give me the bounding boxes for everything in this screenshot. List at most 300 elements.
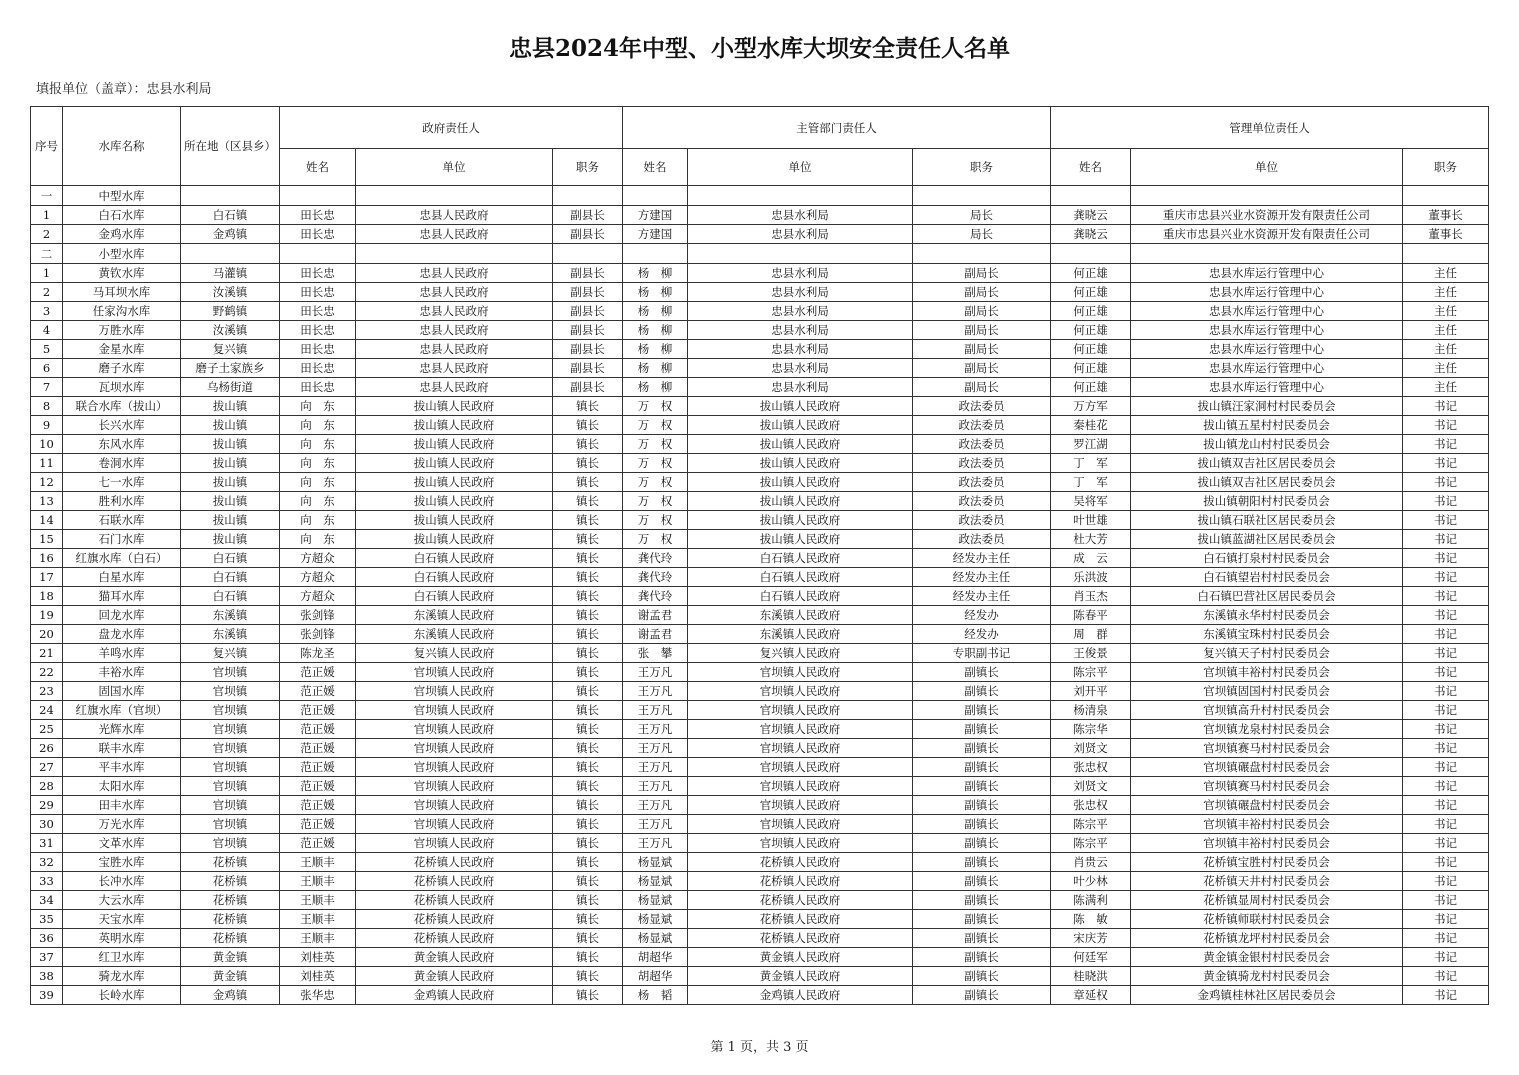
table-cell: 书记	[1403, 492, 1489, 511]
table-cell: 官坝镇人民政府	[356, 758, 553, 777]
table-cell: 忠县水利局	[688, 378, 913, 397]
table-cell: 张剑锋	[280, 625, 356, 644]
table-cell: 红卫水库	[63, 948, 181, 967]
table-cell: 官坝镇赛马村村民委员会	[1131, 777, 1403, 796]
table-cell: 王万凡	[623, 815, 688, 834]
section-label: 小型水库	[63, 244, 181, 264]
header-mgmt-post: 职务	[1403, 149, 1489, 186]
header-mgmt-name: 姓名	[1051, 149, 1131, 186]
table-row	[31, 986, 1489, 1005]
table-cell: 官坝镇人民政府	[356, 682, 553, 701]
table-cell: 官坝镇龙泉村村民委员会	[1131, 720, 1403, 739]
table-cell: 19	[31, 606, 63, 625]
table-cell: 长冲水库	[63, 872, 181, 891]
table-cell: 书记	[1403, 454, 1489, 473]
table-cell: 镇长	[553, 663, 623, 682]
table-cell: 镇长	[553, 606, 623, 625]
table-cell: 34	[31, 891, 63, 910]
table-row	[31, 834, 1489, 853]
table-cell: 向 东	[280, 530, 356, 549]
table-cell: 白石镇人民政府	[356, 587, 553, 606]
table-cell: 副镇长	[913, 853, 1051, 872]
table-cell: 胡超华	[623, 948, 688, 967]
header-mgmt-responsible: 管理单位责任人	[1051, 107, 1489, 149]
table-cell: 万 权	[623, 454, 688, 473]
table-cell: 书记	[1403, 948, 1489, 967]
table-cell: 花桥镇天井村村民委员会	[1131, 872, 1403, 891]
table-cell: 谢孟君	[623, 606, 688, 625]
table-cell: 忠县水利局	[688, 359, 913, 378]
table-cell: 14	[31, 511, 63, 530]
table-cell: 26	[31, 739, 63, 758]
table-cell	[623, 186, 688, 206]
table-cell: 叶世雄	[1051, 511, 1131, 530]
table-cell: 范正媛	[280, 682, 356, 701]
table-cell: 金鸡镇桂林社区居民委员会	[1131, 986, 1403, 1005]
table-cell: 副县长	[553, 302, 623, 321]
table-cell: 18	[31, 587, 63, 606]
table-cell: 叶少林	[1051, 872, 1131, 891]
table-cell: 猫耳水库	[63, 587, 181, 606]
table-cell: 官坝镇碾盘村村民委员会	[1131, 758, 1403, 777]
table-cell: 花桥镇	[181, 853, 280, 872]
table-cell	[1131, 186, 1403, 206]
table-cell: 成 云	[1051, 549, 1131, 568]
table-cell: 副镇长	[913, 872, 1051, 891]
table-cell: 副镇长	[913, 815, 1051, 834]
table-cell: 2	[31, 283, 63, 302]
table-cell: 副镇长	[913, 834, 1051, 853]
table-cell: 38	[31, 967, 63, 986]
table-cell: 23	[31, 682, 63, 701]
table-cell: 宋庆芳	[1051, 929, 1131, 948]
table-cell: 田丰水库	[63, 796, 181, 815]
table-cell: 10	[31, 435, 63, 454]
table-cell: 杨显斌	[623, 853, 688, 872]
table-cell: 花桥镇人民政府	[688, 872, 913, 891]
table-cell: 副镇长	[913, 796, 1051, 815]
table-cell: 镇长	[553, 986, 623, 1005]
table-cell: 杨 柳	[623, 264, 688, 283]
table-cell: 向 东	[280, 492, 356, 511]
table-cell: 丁 军	[1051, 473, 1131, 492]
table-row	[31, 435, 1489, 454]
table-cell: 官坝镇人民政府	[356, 815, 553, 834]
filler-unit: 填报单位（盖章）：忠县水利局	[36, 82, 212, 97]
table-cell: 11	[31, 454, 63, 473]
table-cell: 忠县水库运行管理中心	[1131, 264, 1403, 283]
table-row	[31, 644, 1489, 663]
table-cell: 12	[31, 473, 63, 492]
table-cell: 万胜水库	[63, 321, 181, 340]
table-cell: 花桥镇师联村村民委员会	[1131, 910, 1403, 929]
table-cell: 官坝镇	[181, 796, 280, 815]
table-cell: 1	[31, 264, 63, 283]
table-cell: 主任	[1403, 340, 1489, 359]
table-cell: 向 东	[280, 511, 356, 530]
table-cell: 官坝镇人民政府	[688, 663, 913, 682]
header-dept-unit: 单位	[688, 149, 913, 186]
table-cell: 书记	[1403, 910, 1489, 929]
table-cell: 书记	[1403, 891, 1489, 910]
table-cell: 黄金镇骑龙村村民委员会	[1131, 967, 1403, 986]
table-cell: 镇长	[553, 549, 623, 568]
table-cell: 杜大芳	[1051, 530, 1131, 549]
table-cell: 章延权	[1051, 986, 1131, 1005]
table-cell: 何正雄	[1051, 340, 1131, 359]
table-cell: 田长忠	[280, 302, 356, 321]
table-cell: 忠县人民政府	[356, 264, 553, 283]
table-cell: 龚晓云	[1051, 206, 1131, 225]
table-cell	[356, 244, 553, 264]
table-cell: 磨子土家族乡	[181, 359, 280, 378]
table-row	[31, 701, 1489, 720]
table-cell: 经发办	[913, 606, 1051, 625]
table-cell: 副县长	[553, 283, 623, 302]
table-cell: 镇长	[553, 568, 623, 587]
table-cell: 向 东	[280, 473, 356, 492]
table-cell: 张 攀	[623, 644, 688, 663]
table-cell: 官坝镇	[181, 758, 280, 777]
table-cell: 镇长	[553, 473, 623, 492]
table-cell: 任家沟水库	[63, 302, 181, 321]
table-cell: 官坝镇固国村村民委员会	[1131, 682, 1403, 701]
table-cell: 5	[31, 340, 63, 359]
table-cell: 忠县水利局	[688, 302, 913, 321]
table-cell: 16	[31, 549, 63, 568]
table-cell: 刘桂英	[280, 948, 356, 967]
table-cell: 张剑锋	[280, 606, 356, 625]
table-cell: 忠县人民政府	[356, 359, 553, 378]
table-cell: 书记	[1403, 777, 1489, 796]
table-cell: 副镇长	[913, 777, 1051, 796]
table-cell: 30	[31, 815, 63, 834]
section-label: 中型水库	[63, 186, 181, 206]
table-cell: 镇长	[553, 853, 623, 872]
table-cell: 光辉水库	[63, 720, 181, 739]
table-cell: 书记	[1403, 397, 1489, 416]
table-cell: 拔山镇人民政府	[688, 511, 913, 530]
table-cell: 花桥镇人民政府	[688, 853, 913, 872]
table-cell: 金鸡镇人民政府	[688, 986, 913, 1005]
table-cell: 王顺丰	[280, 853, 356, 872]
table-row	[31, 530, 1489, 549]
table-cell: 花桥镇人民政府	[356, 929, 553, 948]
table-cell	[181, 186, 280, 206]
table-cell: 政法委员	[913, 492, 1051, 511]
table-cell: 拔山镇	[181, 435, 280, 454]
table-cell: 何廷军	[1051, 948, 1131, 967]
table-cell: 王万凡	[623, 701, 688, 720]
table-cell: 副镇长	[913, 891, 1051, 910]
table-cell: 忠县水利局	[688, 225, 913, 244]
table-cell: 乌杨街道	[181, 378, 280, 397]
table-cell: 向 东	[280, 454, 356, 473]
table-cell: 书记	[1403, 416, 1489, 435]
table-cell: 镇长	[553, 910, 623, 929]
table-cell: 拔山镇双吉社区居民委员会	[1131, 473, 1403, 492]
table-cell: 陈宗平	[1051, 815, 1131, 834]
table-row	[31, 606, 1489, 625]
table-cell: 张忠权	[1051, 758, 1131, 777]
table-cell: 副镇长	[913, 948, 1051, 967]
table-cell: 花桥镇	[181, 910, 280, 929]
table-cell: 宝胜水库	[63, 853, 181, 872]
table-cell: 书记	[1403, 853, 1489, 872]
table-row	[31, 720, 1489, 739]
table-cell: 忠县人民政府	[356, 378, 553, 397]
table-cell: 盘龙水库	[63, 625, 181, 644]
table-cell: 马耳坝水库	[63, 283, 181, 302]
table-cell: 拔山镇人民政府	[356, 473, 553, 492]
table-cell	[1403, 244, 1489, 264]
table-cell: 秦桂花	[1051, 416, 1131, 435]
table-cell: 田长忠	[280, 321, 356, 340]
table-cell: 21	[31, 644, 63, 663]
table-cell: 长岭水库	[63, 986, 181, 1005]
table-cell: 拔山镇人民政府	[688, 492, 913, 511]
table-cell: 王万凡	[623, 834, 688, 853]
table-cell: 官坝镇人民政府	[356, 739, 553, 758]
table-row	[31, 948, 1489, 967]
table-cell: 白石镇人民政府	[356, 549, 553, 568]
table-cell: 忠县水库运行管理中心	[1131, 283, 1403, 302]
table-cell: 平丰水库	[63, 758, 181, 777]
table-cell: 39	[31, 986, 63, 1005]
table-cell: 红旗水库（官坝）	[63, 701, 181, 720]
table-cell: 陈春平	[1051, 606, 1131, 625]
table-cell: 花桥镇	[181, 929, 280, 948]
table-cell: 镇长	[553, 454, 623, 473]
table-cell: 17	[31, 568, 63, 587]
table-cell: 拔山镇人民政府	[688, 397, 913, 416]
table-cell: 书记	[1403, 701, 1489, 720]
table-cell: 王万凡	[623, 777, 688, 796]
header-gov-responsible: 政府责任人	[280, 107, 623, 149]
table-cell: 政法委员	[913, 454, 1051, 473]
table-row	[31, 910, 1489, 929]
table-cell: 何正雄	[1051, 283, 1131, 302]
table-cell: 拔山镇人民政府	[688, 416, 913, 435]
page-title: 忠县2024年中型、小型水库大坝安全责任人名单	[508, 35, 1010, 62]
table-cell: 万光水库	[63, 815, 181, 834]
table-cell: 官坝镇丰裕村村民委员会	[1131, 815, 1403, 834]
table-row	[31, 815, 1489, 834]
table-cell: 9	[31, 416, 63, 435]
table-cell: 王顺丰	[280, 929, 356, 948]
table-cell: 磨子水库	[63, 359, 181, 378]
table-cell: 副局长	[913, 321, 1051, 340]
table-cell: 副县长	[553, 206, 623, 225]
table-cell: 2	[31, 225, 63, 244]
table-cell: 忠县水利局	[688, 264, 913, 283]
table-cell: 副镇长	[913, 910, 1051, 929]
table-cell: 野鹤镇	[181, 302, 280, 321]
table-cell: 范正媛	[280, 758, 356, 777]
table-cell: 东溪镇人民政府	[688, 606, 913, 625]
table-cell: 何正雄	[1051, 321, 1131, 340]
table-cell: 副局长	[913, 302, 1051, 321]
table-cell: 拔山镇蓝湖社区居民委员会	[1131, 530, 1403, 549]
table-cell: 花桥镇人民政府	[688, 929, 913, 948]
table-cell: 官坝镇	[181, 739, 280, 758]
table-cell: 天宝水库	[63, 910, 181, 929]
table-cell: 书记	[1403, 663, 1489, 682]
table-cell: 局长	[913, 225, 1051, 244]
table-row	[31, 929, 1489, 948]
table-cell	[688, 244, 913, 264]
table-cell	[280, 244, 356, 264]
table-cell: 龚代玲	[623, 549, 688, 568]
table-cell: 书记	[1403, 796, 1489, 815]
table-cell: 忠县人民政府	[356, 321, 553, 340]
table-cell: 书记	[1403, 929, 1489, 948]
table-cell: 33	[31, 872, 63, 891]
table-cell: 拔山镇人民政府	[356, 530, 553, 549]
table-cell: 白石水库	[63, 206, 181, 225]
table-cell: 刘开平	[1051, 682, 1131, 701]
table-cell: 花桥镇显周村村民委员会	[1131, 891, 1403, 910]
table-cell: 忠县水利局	[688, 283, 913, 302]
table-cell: 东溪镇人民政府	[688, 625, 913, 644]
table-cell: 忠县人民政府	[356, 206, 553, 225]
table-cell: 副镇长	[913, 986, 1051, 1005]
table-cell: 东溪镇人民政府	[356, 606, 553, 625]
table-cell: 官坝镇人民政府	[688, 777, 913, 796]
table-cell: 政法委员	[913, 530, 1051, 549]
table-cell: 拔山镇朝阳村村民委员会	[1131, 492, 1403, 511]
table-cell: 书记	[1403, 872, 1489, 891]
section-row	[31, 244, 1489, 264]
table-cell: 陈 敏	[1051, 910, 1131, 929]
table-cell: 陈宗平	[1051, 663, 1131, 682]
table-cell: 何正雄	[1051, 378, 1131, 397]
table-cell	[356, 186, 553, 206]
table-row	[31, 796, 1489, 815]
table-cell: 范正媛	[280, 720, 356, 739]
table-cell: 副县长	[553, 264, 623, 283]
table-cell: 张忠权	[1051, 796, 1131, 815]
table-cell: 龚代玲	[623, 568, 688, 587]
table-cell: 王顺丰	[280, 891, 356, 910]
table-cell: 副镇长	[913, 701, 1051, 720]
table-cell: 书记	[1403, 568, 1489, 587]
table-cell: 方超众	[280, 549, 356, 568]
table-cell: 回龙水库	[63, 606, 181, 625]
table-cell: 拔山镇人民政府	[688, 454, 913, 473]
table-cell: 忠县人民政府	[356, 283, 553, 302]
table-cell: 书记	[1403, 530, 1489, 549]
table-cell: 镇长	[553, 967, 623, 986]
table-cell: 专职副书记	[913, 644, 1051, 663]
header-mgmt-unit: 单位	[1131, 149, 1403, 186]
table-cell: 副县长	[553, 359, 623, 378]
table-cell: 官坝镇	[181, 815, 280, 834]
table-cell: 忠县水库运行管理中心	[1131, 302, 1403, 321]
table-cell: 官坝镇人民政府	[688, 739, 913, 758]
table-cell: 刘贤文	[1051, 777, 1131, 796]
table-cell: 官坝镇	[181, 701, 280, 720]
table-cell: 27	[31, 758, 63, 777]
table-row	[31, 283, 1489, 302]
table-cell: 范正媛	[280, 777, 356, 796]
table-cell: 书记	[1403, 511, 1489, 530]
table-cell: 35	[31, 910, 63, 929]
table-cell: 副局长	[913, 264, 1051, 283]
table-cell: 书记	[1403, 625, 1489, 644]
table-cell: 白石镇巴营社区居民委员会	[1131, 587, 1403, 606]
table-cell: 官坝镇人民政府	[356, 796, 553, 815]
table-cell: 向 东	[280, 435, 356, 454]
page-number: 第 1 页，共 3 页	[710, 1040, 809, 1055]
table-cell: 白石镇打泉村村民委员会	[1131, 549, 1403, 568]
table-cell: 31	[31, 834, 63, 853]
table-cell: 拔山镇	[181, 492, 280, 511]
table-cell: 书记	[1403, 473, 1489, 492]
table-cell: 官坝镇	[181, 720, 280, 739]
table-cell: 官坝镇赛马村村民委员会	[1131, 739, 1403, 758]
table-cell: 白石镇人民政府	[688, 587, 913, 606]
table-cell: 副镇长	[913, 663, 1051, 682]
table-row	[31, 777, 1489, 796]
table-cell: 32	[31, 853, 63, 872]
table-cell: 黄金镇	[181, 948, 280, 967]
table-cell: 镇长	[553, 834, 623, 853]
table-cell: 肖玉杰	[1051, 587, 1131, 606]
table-cell: 镇长	[553, 739, 623, 758]
table-cell: 范正媛	[280, 701, 356, 720]
table-cell: 万 权	[623, 530, 688, 549]
table-cell	[913, 186, 1051, 206]
header-location: 所在地（区县乡）	[181, 107, 280, 186]
table-cell: 官坝镇人民政府	[356, 720, 553, 739]
table-cell: 拔山镇龙山村村民委员会	[1131, 435, 1403, 454]
table-cell: 花桥镇	[181, 872, 280, 891]
table-cell: 复兴镇	[181, 644, 280, 663]
table-cell: 28	[31, 777, 63, 796]
table-cell: 镇长	[553, 891, 623, 910]
table-cell: 东溪镇	[181, 606, 280, 625]
table-cell: 卷洞水库	[63, 454, 181, 473]
table-cell: 官坝镇人民政府	[688, 796, 913, 815]
table-cell: 范正媛	[280, 663, 356, 682]
table-cell: 联合水库（拔山）	[63, 397, 181, 416]
table-cell: 花桥镇	[181, 891, 280, 910]
table-cell: 副局长	[913, 283, 1051, 302]
table-cell: 官坝镇人民政府	[688, 758, 913, 777]
section-seq: 二	[31, 244, 63, 264]
table-cell: 黄金镇金银村村民委员会	[1131, 948, 1403, 967]
table-cell: 副县长	[553, 225, 623, 244]
table-cell: 杨显斌	[623, 872, 688, 891]
table-cell: 王万凡	[623, 739, 688, 758]
table-cell: 黄金镇人民政府	[688, 967, 913, 986]
table-cell: 镇长	[553, 587, 623, 606]
table-cell: 拔山镇人民政府	[688, 530, 913, 549]
table-cell: 镇长	[553, 511, 623, 530]
table-cell: 太阳水库	[63, 777, 181, 796]
table-row	[31, 359, 1489, 378]
table-cell: 龚晓云	[1051, 225, 1131, 244]
table-cell: 拔山镇	[181, 530, 280, 549]
table-cell: 黄金镇	[181, 967, 280, 986]
table-cell: 汝溪镇	[181, 283, 280, 302]
table-cell: 王顺丰	[280, 910, 356, 929]
table-cell: 复兴镇人民政府	[356, 644, 553, 663]
table-cell: 官坝镇	[181, 834, 280, 853]
table-body	[31, 186, 1489, 1005]
header-dept-post: 职务	[913, 149, 1051, 186]
